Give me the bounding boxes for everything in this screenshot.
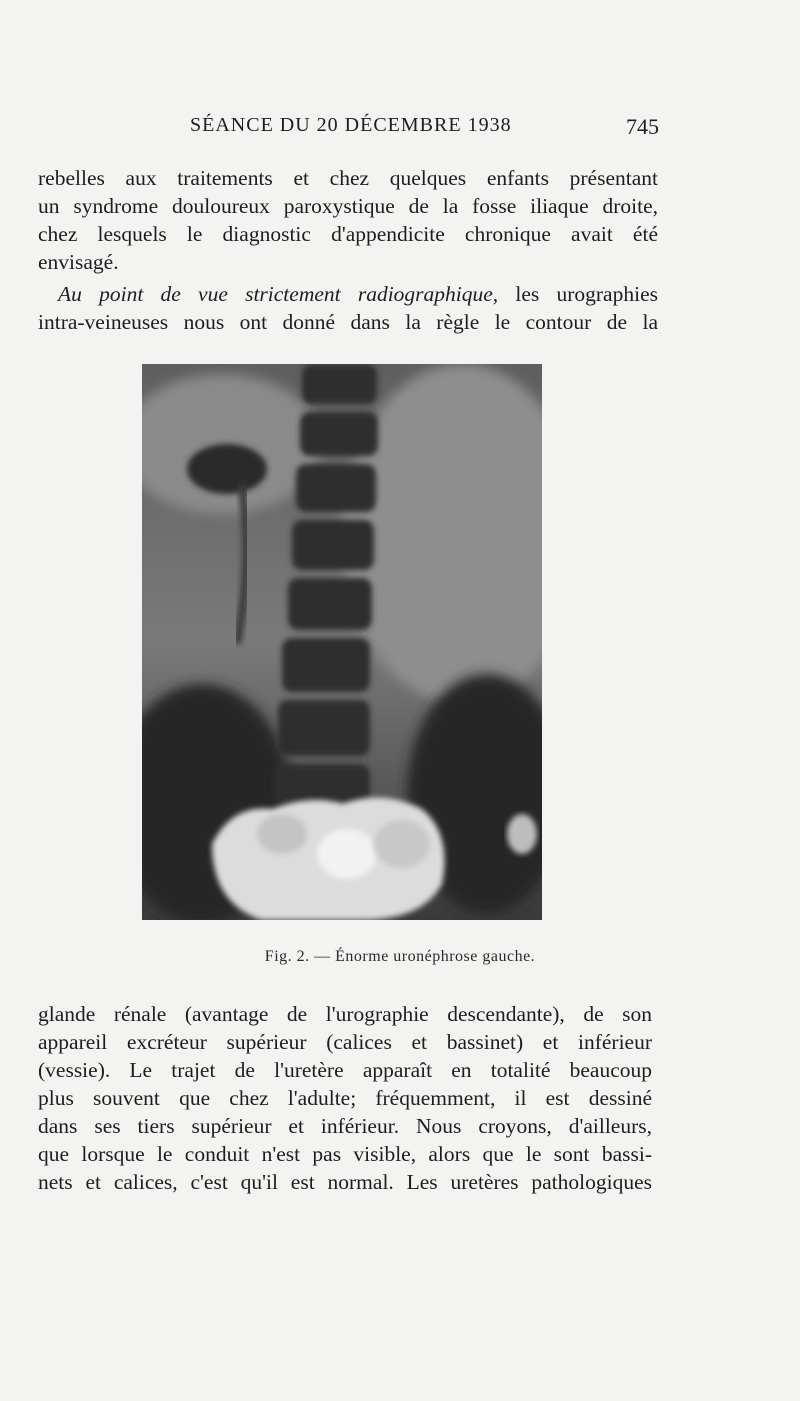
text-line: un syndrome douloureux paroxystique de la fosse iliaque droite,: [38, 194, 658, 218]
running-head-title: SÉANCE DU 20 DÉCEMBRE 1938: [190, 114, 512, 136]
text-line: que lorsque le conduit n'est pas visible, alors que le sont bassi-: [38, 1142, 652, 1166]
paragraph-3: [38, 1000, 652, 1196]
italic-lead: Au point de vue strictement radiographique,: [58, 282, 499, 306]
text-line: (vessie). Le trajet de l'uretère apparaît en totalité beaucoup: [38, 1058, 652, 1082]
text-line: dans ses tiers supérieur et inférieur. Nous croyons, d'ailleurs,: [38, 1114, 652, 1138]
xray-image: [142, 364, 542, 920]
text-line: nets et calices, c'est qu'il est normal. Les uretères pathologiques: [38, 1170, 652, 1194]
text-line: glande rénale (avantage de l'urographie descendante), de son: [38, 1002, 652, 1026]
text-line: envisagé.: [38, 250, 119, 274]
text-line: [38, 280, 658, 308]
page-number: 745: [626, 114, 659, 139]
paragraph-1: [38, 164, 658, 276]
text-line: chez lesquels le diagnostic d'appendicite chronique avait été: [38, 222, 658, 246]
text-line: intra-veineuses nous ont donné dans la règle le contour de la: [38, 310, 658, 334]
text-line: plus souvent que chez l'adulte; fréquemment, il est dessiné: [38, 1086, 652, 1110]
paragraph-2: [38, 280, 658, 336]
figure-caption: Fig. 2. — Énorme uronéphrose gauche.: [264, 948, 536, 965]
xray-figure: [142, 364, 542, 920]
line-rest: les urographies: [515, 282, 658, 306]
running-head: [0, 114, 800, 144]
text-line: appareil excréteur supérieur (calices et bassinet) et inférieur: [38, 1030, 652, 1054]
text-line: rebelles aux traitements et chez quelques enfants présentant: [38, 166, 658, 190]
